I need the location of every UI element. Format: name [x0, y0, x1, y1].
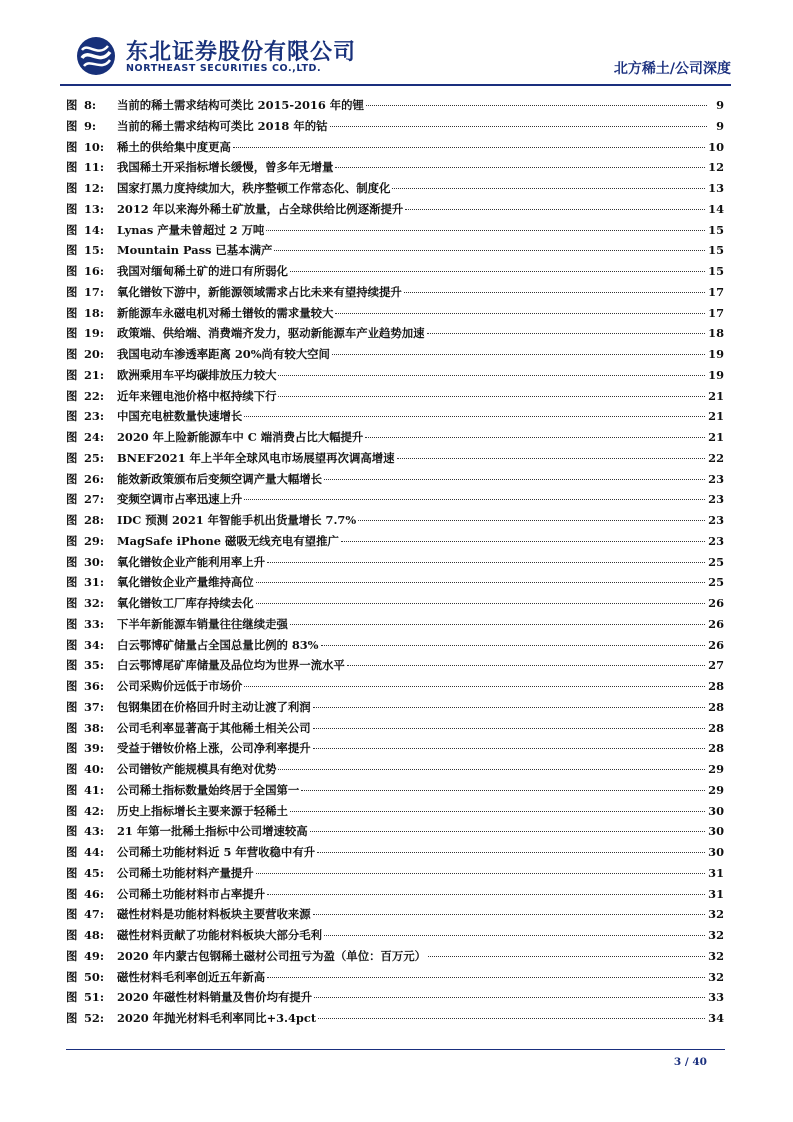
toc-label: 图	[66, 637, 78, 652]
toc-dot-leader	[365, 437, 705, 438]
toc-entry[interactable]	[66, 759, 724, 780]
toc-figure-number: 24:	[84, 430, 105, 444]
toc-figure-number: 20:	[84, 347, 105, 361]
toc-entry[interactable]	[66, 635, 724, 656]
company-name-cn: 东北证券股份有限公司	[126, 40, 357, 65]
toc-dot-leader	[301, 790, 705, 791]
toc-title: 2020 年上险新能源车中 C 端消费占比大幅提升	[117, 430, 364, 444]
toc-page-number: 19	[708, 347, 724, 361]
toc-title: 我国电动车渗透率距离 20%尚有较大空间	[117, 347, 330, 361]
toc-page-number: 12	[708, 160, 724, 175]
toc-title: 2020 年抛光材料毛利率同比+3.4pct	[117, 1011, 317, 1025]
toc-title: 白云鄂博矿储量占全国总量比例的 83%	[117, 637, 319, 652]
toc-label: 图	[66, 990, 78, 1005]
toc-title: 公司镨钕产能规模具有绝对优势	[117, 762, 277, 776]
toc-label: 图	[66, 160, 78, 175]
toc-dot-leader	[233, 147, 705, 148]
toc-entry[interactable]	[66, 303, 724, 324]
toc-label: 图	[66, 388, 78, 403]
toc-figure-number: 21:	[84, 367, 105, 382]
toc-label: 图	[66, 284, 78, 299]
toc-dot-leader	[313, 748, 705, 749]
toc-label: 图	[66, 865, 78, 880]
toc-page-number: 26	[708, 596, 724, 610]
toc-dot-leader	[256, 603, 705, 604]
toc-page-number: 15	[708, 222, 724, 237]
toc-figure-number: 48:	[84, 928, 105, 942]
toc-page-number: 28	[708, 699, 724, 714]
toc-page-number: 29	[708, 762, 724, 776]
toc-entry[interactable]	[66, 676, 724, 697]
toc-dot-leader	[335, 313, 705, 314]
toc-entry[interactable]	[66, 469, 724, 490]
toc-page-number: 13	[708, 181, 724, 195]
toc-title: 我国稀土开采指标增长缓慢，曾多年无增量	[117, 160, 334, 175]
toc-entry[interactable]	[66, 884, 724, 905]
toc-dot-leader	[256, 873, 705, 874]
toc-page-number: 25	[708, 575, 724, 590]
toc-label: 图	[66, 762, 78, 776]
toc-title: 受益于镨钕价格上涨，公司净利率提升	[117, 741, 311, 756]
toc-figure-number: 11:	[84, 160, 105, 175]
toc-entry[interactable]	[66, 655, 724, 676]
toc-label: 图	[66, 305, 78, 320]
toc-dot-leader	[341, 541, 705, 542]
toc-figure-number: 26:	[84, 471, 105, 486]
toc-entry[interactable]	[66, 178, 724, 199]
toc-entry[interactable]	[66, 904, 724, 925]
toc-figure-number: 12:	[84, 181, 105, 195]
toc-entry[interactable]	[66, 489, 724, 510]
toc-dot-leader	[366, 105, 707, 106]
toc-page-number: 15	[708, 264, 724, 278]
toc-figure-number: 10:	[84, 139, 105, 154]
toc-page-number: 28	[708, 741, 724, 756]
toc-title: 政策端、供给端、消费端齐发力，驱动新能源车产业趋势加速	[117, 326, 425, 341]
toc-title: 磁性材料是功能材料板块主要营收来源	[117, 907, 311, 922]
toc-entry[interactable]	[66, 282, 724, 303]
toc-label: 图	[66, 948, 78, 963]
toc-entry[interactable]	[66, 821, 724, 842]
toc-figure-number: 43:	[84, 824, 105, 839]
toc-title: 近年来锂电池价格中枢持续下行	[117, 388, 277, 403]
toc-title: 公司稀土功能材料产量提升	[117, 865, 254, 880]
toc-figure-number: 41:	[84, 782, 105, 797]
toc-figure-number: 22:	[84, 388, 105, 403]
toc-page-number: 25	[708, 554, 724, 569]
toc-page-number: 27	[708, 658, 724, 673]
toc-figure-number: 14:	[84, 222, 105, 237]
toc-figure-number: 36:	[84, 679, 105, 693]
company-name-en: NORTHEAST SECURITIES CO.,LTD.	[126, 63, 322, 74]
toc-title: 磁性材料贡献了功能材料板块大部分毛利	[117, 928, 323, 942]
toc-dot-leader	[314, 997, 705, 998]
toc-title: 中国充电桩数量快速增长	[117, 409, 243, 424]
toc-label: 图	[66, 118, 78, 133]
toc-title: 2020 年内蒙古包钢稀土磁材公司扭亏为盈（单位：百万元）	[117, 948, 427, 963]
toc-dot-leader	[244, 416, 705, 417]
toc-page-number: 26	[708, 637, 724, 652]
toc-title: 氧化镨钕工厂库存持续去化	[117, 596, 254, 610]
toc-dot-leader	[324, 479, 705, 480]
toc-figure-number: 50:	[84, 969, 105, 984]
toc-dot-leader	[358, 520, 705, 521]
toc-figure-number: 40:	[84, 762, 105, 776]
toc-dot-leader	[321, 645, 706, 646]
toc-dot-leader	[278, 375, 705, 376]
toc-title: IDC 预测 2021 年智能手机出货量增长 7.7%	[117, 513, 357, 527]
toc-page-number: 21	[708, 388, 724, 403]
toc-title: 2020 年磁性材料销量及售价均有提升	[117, 990, 313, 1005]
toc-figure-number: 44:	[84, 845, 105, 859]
toc-dot-leader	[244, 499, 705, 500]
toc-figure-number: 42:	[84, 803, 105, 818]
toc-title: 历史上指标增长主要来源于轻稀土	[117, 803, 288, 818]
toc-title: MagSafe iPhone 磁吸无线充电有望推广	[117, 533, 339, 548]
toc-dot-leader	[317, 852, 705, 853]
toc-title: 2012 年以来海外稀土矿放量，占全球供给比例逐渐提升	[117, 201, 404, 216]
toc-entry[interactable]	[66, 95, 724, 116]
toc-dot-leader	[290, 271, 705, 272]
toc-page-number: 19	[708, 367, 724, 382]
toc-dot-leader	[313, 914, 705, 915]
toc-entry[interactable]	[66, 925, 724, 946]
toc-page-number: 33	[708, 990, 724, 1005]
toc-entry[interactable]	[66, 531, 724, 552]
toc-figure-number: 30:	[84, 554, 105, 569]
toc-page-number: 18	[708, 326, 724, 341]
toc-label: 图	[66, 616, 78, 631]
toc-label: 图	[66, 699, 78, 714]
toc-title: 公司稀土指标数量始终居于全国第一	[117, 782, 300, 797]
toc-figure-number: 34:	[84, 637, 105, 652]
toc-page-number: 32	[708, 969, 724, 984]
toc-figure-number: 19:	[84, 326, 105, 341]
toc-label: 图	[66, 596, 78, 610]
toc-entry[interactable]	[66, 1008, 724, 1029]
toc-page-number: 14	[708, 201, 724, 216]
toc-dot-leader	[244, 686, 705, 687]
toc-label: 图	[66, 181, 78, 195]
page-header	[58, 30, 731, 82]
toc-figure-number: 38:	[84, 720, 105, 735]
toc-label: 图	[66, 264, 78, 278]
toc-figure-number: 8:	[84, 98, 97, 112]
toc-title: 变频空调市占率迅速上升	[117, 492, 243, 507]
toc-dot-leader	[428, 956, 705, 957]
toc-entry[interactable]	[66, 697, 724, 718]
toc-label: 图	[66, 845, 78, 859]
toc-dot-leader	[330, 126, 708, 127]
toc-label: 图	[66, 803, 78, 818]
toc-title: 国家打黑力度持续加大，秩序整顿工作常态化、制度化	[117, 181, 391, 195]
toc-page-number: 30	[708, 803, 724, 818]
toc-label: 图	[66, 575, 78, 590]
header-divider	[60, 84, 731, 86]
toc-page-number: 32	[708, 907, 724, 922]
toc-title: 磁性材料毛利率创近五年新高	[117, 969, 266, 984]
toc-figure-number: 31:	[84, 575, 105, 590]
toc-label: 图	[66, 347, 78, 361]
toc-label: 图	[66, 513, 78, 527]
toc-entry[interactable]	[66, 863, 724, 884]
toc-figure-number: 25:	[84, 450, 105, 465]
toc-figure-number: 37:	[84, 699, 105, 714]
toc-label: 图	[66, 679, 78, 693]
toc-page-number: 23	[708, 492, 724, 507]
toc-entry[interactable]	[66, 967, 724, 988]
toc-dot-leader	[278, 769, 705, 770]
toc-figure-number: 45:	[84, 865, 105, 880]
toc-title: 21 年第一批稀土指标中公司增速较高	[117, 824, 308, 839]
toc-entry[interactable]	[66, 220, 724, 241]
toc-figure-number: 46:	[84, 886, 105, 901]
toc-dot-leader	[347, 665, 705, 666]
toc-figure-number: 13:	[84, 201, 105, 216]
toc-figure-number: 39:	[84, 741, 105, 756]
toc-dot-leader	[392, 188, 705, 189]
toc-title: 公司采购价远低于市场价	[117, 679, 243, 693]
toc-title: Mountain Pass 已基本满产	[117, 243, 273, 258]
toc-dot-leader	[397, 458, 706, 459]
toc-figure-number: 49:	[84, 948, 105, 963]
toc-dot-leader	[335, 167, 705, 168]
toc-label: 图	[66, 824, 78, 839]
toc-figure-number: 15:	[84, 243, 105, 258]
toc-figure-number: 51:	[84, 990, 105, 1005]
toc-figure-number: 28:	[84, 513, 105, 527]
toc-entry[interactable]	[66, 718, 724, 739]
toc-entry[interactable]	[66, 801, 724, 822]
toc-dot-leader	[290, 811, 705, 812]
toc-figure-number: 23:	[84, 409, 105, 424]
toc-label: 图	[66, 139, 78, 154]
toc-figure-number: 29:	[84, 533, 105, 548]
toc-label: 图	[66, 886, 78, 901]
toc-page-number: 21	[708, 430, 724, 444]
toc-title: 公司稀土功能材料市占率提升	[117, 886, 266, 901]
toc-figure-number: 16:	[84, 264, 105, 278]
toc-label: 图	[66, 492, 78, 507]
toc-title: 氧化镨钕下游中，新能源领域需求占比未来有望持续提升	[117, 284, 402, 299]
toc-entry[interactable]	[66, 780, 724, 801]
toc-page-number: 31	[708, 886, 724, 901]
toc-entry[interactable]	[66, 406, 724, 427]
toc-title: 包钢集团在价格回升时主动让渡了利润	[117, 699, 311, 714]
toc-label: 图	[66, 98, 78, 112]
toc-label: 图	[66, 969, 78, 984]
toc-figure-number: 35:	[84, 658, 105, 673]
toc-page-number: 29	[708, 782, 724, 797]
toc-page-number: 32	[708, 928, 724, 942]
toc-title: 公司毛利率显著高于其他稀土相关公司	[117, 720, 311, 735]
toc-page-number: 23	[708, 471, 724, 486]
toc-entry[interactable]	[66, 157, 724, 178]
toc-label: 图	[66, 367, 78, 382]
toc-entry[interactable]	[66, 365, 724, 386]
toc-entry[interactable]	[66, 448, 724, 469]
toc-title: BNEF2021 年上半年全球风电市场展望再次调高增速	[117, 450, 395, 465]
toc-title: 当前的稀土需求结构可类比 2018 年的钴	[117, 118, 328, 133]
toc-dot-leader	[427, 333, 706, 334]
toc-dot-leader	[313, 728, 705, 729]
toc-entry[interactable]	[66, 614, 724, 635]
toc-label: 图	[66, 450, 78, 465]
toc-entry[interactable]	[66, 240, 724, 261]
toc-entry[interactable]	[66, 842, 724, 863]
toc-figure-number: 47:	[84, 907, 105, 922]
toc-dot-leader	[310, 831, 705, 832]
toc-figure-number: 9:	[84, 118, 97, 133]
toc-label: 图	[66, 741, 78, 756]
toc-label: 图	[66, 554, 78, 569]
toc-dot-leader	[404, 292, 705, 293]
toc-page-number: 23	[708, 533, 724, 548]
toc-title: 能效新政策颁布后变频空调产量大幅增长	[117, 471, 323, 486]
toc-title: 新能源车永磁电机对稀土镨钕的需求量较大	[117, 305, 334, 320]
toc-dot-leader	[266, 230, 705, 231]
toc-entry[interactable]	[66, 116, 724, 137]
toc-entry[interactable]	[66, 323, 724, 344]
toc-figure-number: 32:	[84, 596, 105, 610]
toc-dot-leader	[318, 1018, 705, 1019]
toc-page-number: 9	[716, 98, 724, 112]
toc-figure-number: 27:	[84, 492, 105, 507]
toc-page-number: 17	[708, 305, 724, 320]
toc-title: 氧化镨钕企业产量维持高位	[117, 575, 254, 590]
toc-label: 图	[66, 471, 78, 486]
toc-page-number: 30	[708, 824, 724, 839]
toc-entry[interactable]	[66, 593, 724, 614]
toc-label: 图	[66, 222, 78, 237]
toc-page-number: 26	[708, 616, 724, 631]
toc-figure-number: 18:	[84, 305, 105, 320]
toc-page-number: 31	[708, 865, 724, 880]
toc-page-number: 28	[708, 679, 724, 693]
toc-label: 图	[66, 326, 78, 341]
toc-dot-leader	[324, 935, 705, 936]
toc-page-number: 21	[708, 409, 724, 424]
figure-list	[66, 95, 724, 1029]
toc-title: 稀土的供给集中度更高	[117, 139, 231, 154]
toc-figure-number: 52:	[84, 1011, 105, 1025]
toc-page-number: 10	[708, 139, 724, 154]
toc-label: 图	[66, 409, 78, 424]
toc-entry[interactable]	[66, 738, 724, 759]
toc-entry[interactable]	[66, 510, 724, 531]
toc-label: 图	[66, 658, 78, 673]
toc-entry[interactable]	[66, 946, 724, 967]
toc-label: 图	[66, 782, 78, 797]
toc-label: 图	[66, 720, 78, 735]
toc-title: 我国对缅甸稀土矿的进口有所弱化	[117, 264, 288, 278]
toc-entry[interactable]	[66, 987, 724, 1008]
page-number: 3 / 40	[673, 1056, 707, 1068]
toc-page-number: 30	[708, 845, 724, 859]
toc-title: 欧洲乘用车平均碳排放压力较大	[117, 367, 277, 382]
toc-dot-leader	[274, 250, 705, 251]
toc-page-number: 17	[708, 284, 724, 299]
toc-page-number: 15	[708, 243, 724, 258]
toc-page-number: 23	[708, 513, 724, 527]
toc-entry[interactable]	[66, 427, 724, 448]
toc-page-number: 34	[708, 1011, 724, 1025]
toc-entry[interactable]	[66, 552, 724, 573]
toc-dot-leader	[256, 582, 705, 583]
toc-page-number: 28	[708, 720, 724, 735]
toc-dot-leader	[267, 894, 705, 895]
toc-page-number: 22	[708, 450, 724, 465]
toc-title: 公司稀土功能材料近 5 年营收稳中有升	[117, 845, 316, 859]
toc-figure-number: 33:	[84, 616, 105, 631]
toc-page-number: 32	[708, 948, 724, 963]
toc-entry[interactable]	[66, 344, 724, 365]
toc-entry[interactable]	[66, 137, 724, 158]
toc-dot-leader	[405, 209, 705, 210]
toc-entry[interactable]	[66, 199, 724, 220]
toc-dot-leader	[278, 396, 705, 397]
toc-dot-leader	[313, 707, 705, 708]
toc-title: 氧化镨钕企业产能利用率上升	[117, 554, 266, 569]
toc-entry[interactable]	[66, 386, 724, 407]
toc-label: 图	[66, 1011, 78, 1025]
toc-title: 下半年新能源车销量往往继续走强	[117, 616, 288, 631]
toc-dot-leader	[290, 624, 705, 625]
toc-label: 图	[66, 533, 78, 548]
toc-label: 图	[66, 928, 78, 942]
toc-title: 白云鄂博尾矿库储量及品位均为世界一流水平	[117, 658, 345, 673]
toc-entry[interactable]	[66, 572, 724, 593]
toc-label: 图	[66, 907, 78, 922]
toc-label: 图	[66, 430, 78, 444]
toc-label: 图	[66, 201, 78, 216]
toc-title: 当前的稀土需求结构可类比 2015-2016 年的锂	[117, 98, 364, 112]
report-tag: 北方稀土/公司深度	[613, 61, 731, 77]
toc-dot-leader	[332, 354, 705, 355]
toc-dot-leader	[267, 562, 705, 563]
toc-title: Lynas 产量未曾超过 2 万吨	[117, 222, 265, 237]
toc-dot-leader	[267, 977, 705, 978]
toc-figure-number: 17:	[84, 284, 105, 299]
toc-entry[interactable]	[66, 261, 724, 282]
toc-page-number: 9	[716, 118, 724, 133]
footer-divider	[66, 1049, 725, 1050]
toc-label: 图	[66, 243, 78, 258]
northeast-securities-logo-icon	[76, 36, 116, 76]
